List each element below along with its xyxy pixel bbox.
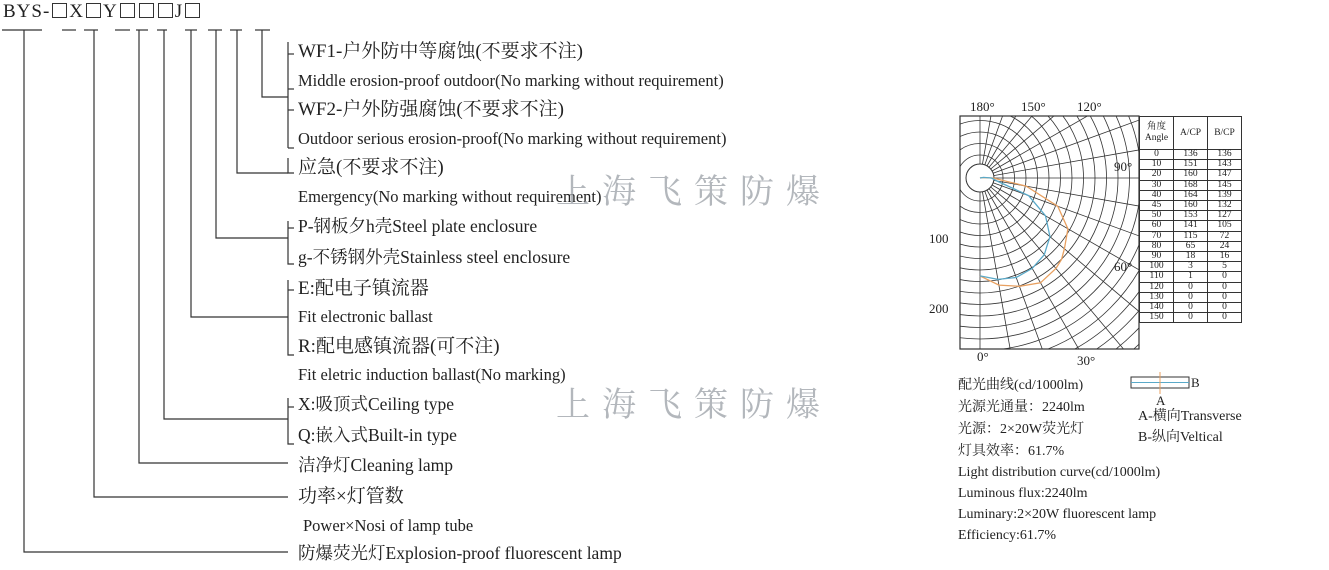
table-cell-angle: 110 <box>1140 272 1174 282</box>
option-wf1-cn: WF1-户外防中等腐蚀(不要求不注) <box>298 41 583 62</box>
angle-label-180: 180° <box>970 99 995 114</box>
option-wf2-en: Outdoor serious erosion-proof(No marking without requirement) <box>298 129 727 148</box>
table-cell-angle: 150 <box>1140 313 1174 323</box>
angle-label-90: 90° <box>1114 159 1133 174</box>
info-flux-en: Luminous flux:2240lm <box>958 486 1088 501</box>
table-cell-b: 127 <box>1208 211 1242 221</box>
code-x: X <box>69 1 85 22</box>
angle-label-0: 0° <box>977 349 989 364</box>
table-cell-angle: 0 <box>1140 150 1174 160</box>
table-cell-angle: 60 <box>1140 221 1174 231</box>
table-cell-a: 160 <box>1174 170 1208 180</box>
table-cell-a: 0 <box>1174 292 1208 302</box>
table-cell-b: 0 <box>1208 292 1242 302</box>
angle-label-30: 30° <box>1077 353 1096 368</box>
table-cell-angle: 45 <box>1140 201 1174 211</box>
option-ceiling: X:吸顶式Ceiling type <box>298 394 455 414</box>
table-cell-a: 115 <box>1174 231 1208 241</box>
table-cell-angle: 40 <box>1140 190 1174 200</box>
option-steel-plate: P-钢板夕h壳Steel plate enclosure <box>298 216 538 236</box>
option-electronic-cn: E:配电子镇流器 <box>298 278 429 299</box>
angle-label-120: 120° <box>1077 99 1102 114</box>
table-cell-angle: 20 <box>1140 170 1174 180</box>
option-stainless: g-不锈钢外壳Stainless steel enclosure <box>298 247 571 267</box>
angle-label-150: 150° <box>1021 99 1046 114</box>
table-cell-a: 0 <box>1174 282 1208 292</box>
table-cell-angle: 90 <box>1140 252 1174 262</box>
table-cell-b: 0 <box>1208 303 1242 313</box>
table-cell-a: 1 <box>1174 272 1208 282</box>
option-built-in: Q:嵌入式Built-in type <box>298 425 457 445</box>
table-cell-b: 145 <box>1208 180 1242 190</box>
table-cell-b: 105 <box>1208 221 1242 231</box>
table-cell-b: 0 <box>1208 282 1242 292</box>
table-cell-b: 0 <box>1208 313 1242 323</box>
table-cell-a: 65 <box>1174 241 1208 251</box>
option-emergency-cn: 应急(不要求不注) <box>298 157 444 178</box>
option-emergency-en: Emergency(No marking without requirement) <box>298 187 602 206</box>
table-cell-b: 136 <box>1208 150 1242 160</box>
info-flux-cn: 光源光通量：2240lm <box>958 400 1085 415</box>
table-cell-angle: 50 <box>1140 211 1174 221</box>
angle-label-60: 60° <box>1114 259 1133 274</box>
table-cell-angle: 140 <box>1140 303 1174 313</box>
option-induction-en: Fit eletric induction ballast(No marking) <box>298 365 566 384</box>
legend-b: B <box>1191 375 1200 390</box>
option-induction-cn: R:配电感镇流器(可不注) <box>298 336 500 357</box>
radial-label-100: 100 <box>929 231 949 246</box>
table-cell-angle: 30 <box>1140 180 1174 190</box>
option-power-en: Power×Nosi of lamp tube <box>303 516 474 535</box>
table-cell-a: 151 <box>1174 160 1208 170</box>
table-cell-a: 164 <box>1174 190 1208 200</box>
legend-b-desc: B-纵向Veltical <box>1138 430 1223 445</box>
table-header-angle: 角度 Angle <box>1140 117 1174 150</box>
info-efficiency-cn: 灯具效率：61.7% <box>958 444 1065 459</box>
legend-a: A <box>1156 393 1166 408</box>
table-cell-angle: 100 <box>1140 262 1174 272</box>
table-cell-b: 143 <box>1208 160 1242 170</box>
option-explosion-proof: 防爆荧光灯Explosion-proof fluorescent lamp <box>298 543 622 563</box>
watermark: 上海飞策防爆 <box>556 172 832 212</box>
table-header-a: A/CP <box>1174 117 1208 150</box>
table-cell-a: 168 <box>1174 180 1208 190</box>
table-cell-a: 141 <box>1174 221 1208 231</box>
info-curve-cn: 配光曲线(cd/1000lm) <box>958 378 1084 393</box>
info-efficiency-en: Efficiency:61.7% <box>958 528 1057 543</box>
watermark: 上海飞策防爆 <box>556 385 832 425</box>
table-header-b: B/CP <box>1208 117 1242 150</box>
table-cell-b: 147 <box>1208 170 1242 180</box>
table-cell-a: 0 <box>1174 303 1208 313</box>
option-cleaning-lamp: 洁净灯Cleaning lamp <box>298 455 454 475</box>
table-cell-angle: 10 <box>1140 160 1174 170</box>
table-cell-angle: 80 <box>1140 241 1174 251</box>
table-cell-angle: 130 <box>1140 292 1174 302</box>
table-cell-b: 72 <box>1208 231 1242 241</box>
table-cell-angle: 70 <box>1140 231 1174 241</box>
table-cell-b: 132 <box>1208 201 1242 211</box>
table-cell-b: 139 <box>1208 190 1242 200</box>
legend-a-desc: A-横向Transverse <box>1138 409 1242 424</box>
table-cell-b: 0 <box>1208 272 1242 282</box>
option-wf1-en: Middle erosion-proof outdoor(No marking without requirement) <box>298 71 724 90</box>
table-cell-a: 153 <box>1174 211 1208 221</box>
table-cell-a: 160 <box>1174 201 1208 211</box>
option-wf2-cn: WF2-户外防强腐蚀(不要求不注) <box>298 99 564 120</box>
info-luminary-en: Luminary:2×20W fluorescent lamp <box>958 507 1157 522</box>
option-power-cn: 功率×灯管数 <box>298 486 404 507</box>
info-curve-en: Light distribution curve(cd/1000lm) <box>958 465 1161 480</box>
table-cell-a: 18 <box>1174 252 1208 262</box>
option-electronic-en: Fit electronic ballast <box>298 307 433 326</box>
table-cell-b: 16 <box>1208 252 1242 262</box>
table-cell-a: 136 <box>1174 150 1208 160</box>
code-y: Y <box>103 1 118 22</box>
table-cell-a: 0 <box>1174 313 1208 323</box>
table-cell-b: 5 <box>1208 262 1242 272</box>
table-cell-angle: 120 <box>1140 282 1174 292</box>
table-cell-b: 24 <box>1208 241 1242 251</box>
code-prefix: BYS- <box>3 1 51 22</box>
info-source-cn: 光源：2×20W荧光灯 <box>958 422 1085 437</box>
table-cell-a: 3 <box>1174 262 1208 272</box>
radial-label-200: 200 <box>929 301 949 316</box>
code-j: J <box>174 1 184 22</box>
